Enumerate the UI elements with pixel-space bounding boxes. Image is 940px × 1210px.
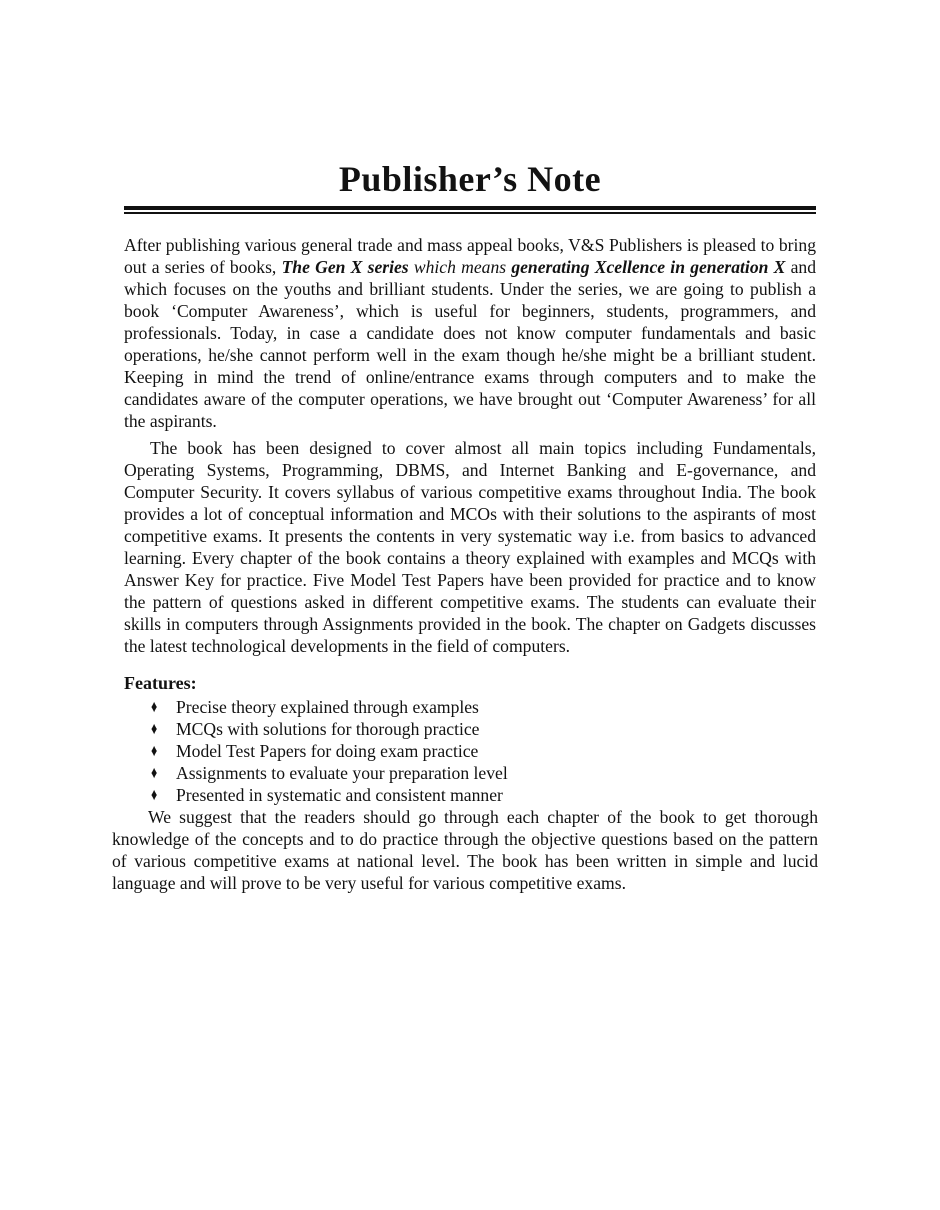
feature-item	[124, 696, 816, 718]
book-description-paragraph: The book has been designed to cover almost all main topics including Fundamentals, Operating Systems, Programming, DBMS, and Internet Banking and E-governance, and Computer Security. It covers syllabus of various competitive exams throughout India. The book provides a lot of conceptual information and MCOs with their solutions to the aspirants of most competitive exams. It presents the contents in very systematic way i.e. from basics to advanced learning. Every chapter of the book contains a theory explained with examples and MCQs with Answer Key for practice. Five Model Test Papers have been provided for practice and to know the pattern of questions asked in different competitive exams. The students can evaluate their skills in computers through Assignments provided in the book. The chapter on Gadgets discusses the latest technological developments in the field of computers.	[124, 437, 816, 656]
series-tagline-emphasis: generating Xcellence in generation X	[511, 256, 786, 277]
feature-item	[124, 718, 816, 740]
feature-item-label: Presented in systematic and consistent manner	[176, 784, 503, 805]
feature-item	[124, 762, 816, 784]
title-double-rule	[124, 206, 816, 214]
diamond-bullet-icon: ♦	[151, 740, 158, 760]
features-list	[124, 696, 816, 806]
which-means-emphasis: which means	[408, 256, 512, 277]
feature-item	[124, 784, 816, 806]
diamond-bullet-icon: ♦	[151, 784, 158, 804]
feature-item	[124, 740, 816, 762]
page-title: Publisher’s Note	[338, 159, 602, 199]
series-name-emphasis: The Gen X series	[281, 256, 409, 277]
diamond-bullet-icon: ♦	[151, 718, 158, 738]
intro-text-lead: After publishing various general trade and mass appeal books, V&S Publishers is pleased to bring out a series of books,	[124, 234, 816, 277]
diamond-bullet-icon: ♦	[151, 762, 158, 782]
feature-item-label: MCQs with solutions for thorough practice	[176, 718, 480, 739]
diamond-bullet-icon: ♦	[151, 696, 158, 716]
closing-paragraph: We suggest that the readers should go through each chapter of the book to get thorough knowledge of the concepts and to do practice through the objective questions based on the pattern of various competitive exams at national level. The book has been written in simple and lucid language and will prove to be very useful for various competitive exams.	[112, 806, 818, 893]
feature-item-label: Assignments to evaluate your preparation level	[176, 762, 508, 783]
features-heading: Features:	[124, 672, 197, 693]
intro-text-tail: and which focuses on the youths and brilliant students. Under the series, we are going to publish a book ‘Computer Awareness’, which is useful for beginners, students, programmers, and professionals. Today, in case a candidate does not know computer fundamentals and basic operations, he/she cannot perform well in the exam though he/she might be a brilliant student. Keeping in mind the trend of online/entrance exams through computers and to make the candidates aware of the computer operations, we have brought out ‘Computer Awareness’ for all the aspirants.	[124, 256, 816, 431]
feature-item-label: Precise theory explained through examples	[176, 696, 479, 717]
feature-item-label: Model Test Papers for doing exam practice	[176, 740, 479, 761]
intro-paragraph	[124, 234, 816, 432]
